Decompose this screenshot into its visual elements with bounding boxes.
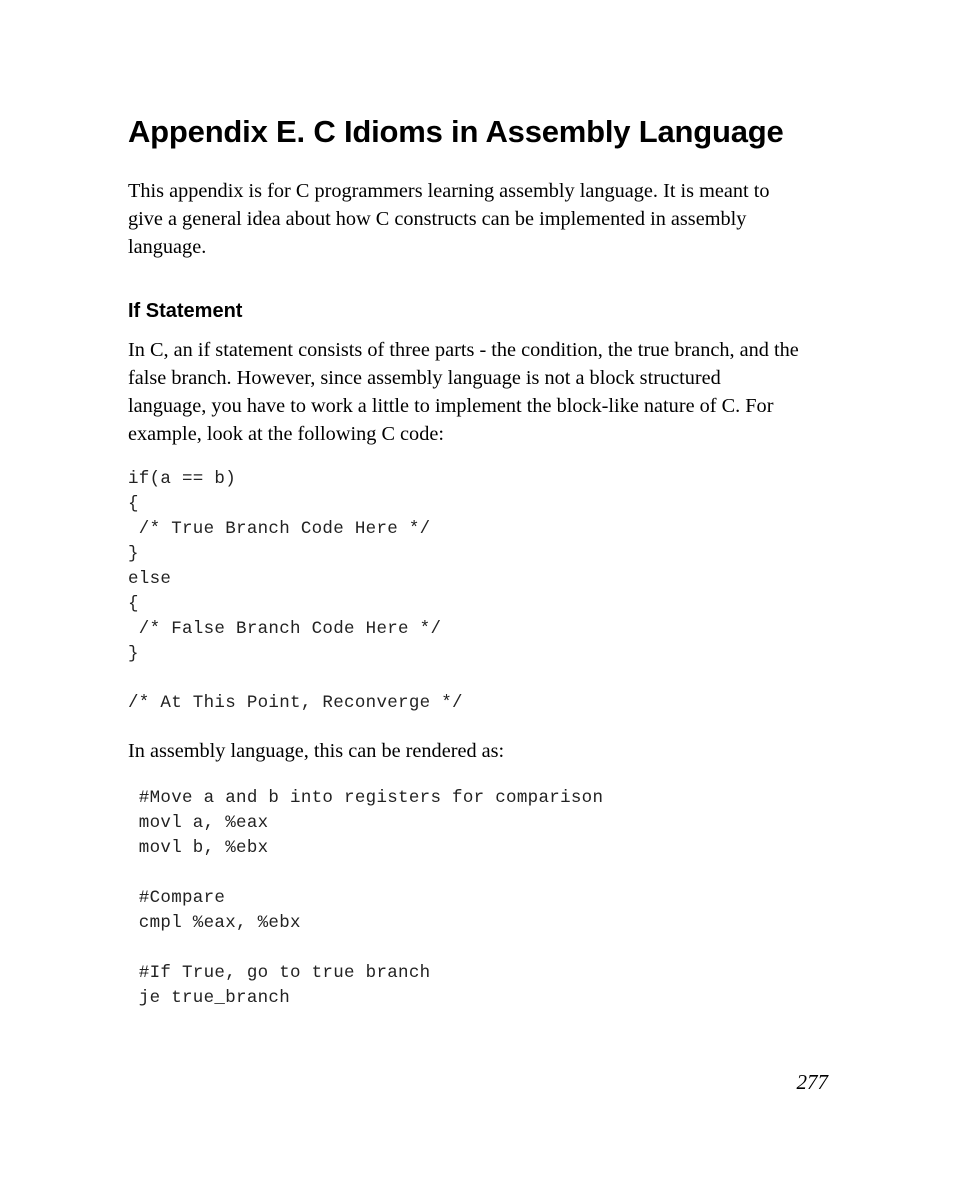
intro-line: language. [128, 236, 207, 258]
if-statement-paragraph [128, 336, 830, 448]
code-line: { [128, 494, 139, 514]
code-line: je true_branch [128, 988, 291, 1008]
code-line: #Move a and b into registers for comparison [128, 788, 604, 808]
page-title: Appendix E. C Idioms in Assembly Language [128, 114, 784, 149]
code-line: cmpl %eax, %ebx [128, 913, 301, 933]
code-line: } [128, 644, 139, 664]
c-code-reconverge [128, 691, 463, 716]
section-heading-if-statement: If Statement [128, 300, 243, 322]
assembly-code-block [128, 786, 603, 1011]
code-line: } [128, 544, 139, 564]
c-code-block [128, 467, 441, 667]
code-line: movl a, %eax [128, 813, 269, 833]
code-line: /* At This Point, Reconverge */ [128, 693, 463, 713]
intro-line: This appendix is for C programmers learning assembly language. It is meant to [128, 180, 770, 202]
paragraph-line: In C, an if statement consists of three parts - the condition, the true branch, and the [128, 339, 799, 361]
code-line: /* False Branch Code Here */ [128, 619, 442, 639]
paragraph-line: false branch. However, since assembly language is not a block structured [128, 367, 721, 389]
code-line: if(a == b) [128, 469, 237, 489]
intro-paragraph [128, 177, 830, 261]
code-line [128, 936, 603, 961]
code-line: { [128, 594, 139, 614]
code-line [128, 861, 603, 886]
code-line: movl b, %ebx [128, 838, 269, 858]
paragraph-line: In assembly language, this can be rendered as: [128, 740, 505, 762]
intro-line: give a general idea about how C constructs can be implemented in assembly [128, 208, 747, 230]
code-line: /* True Branch Code Here */ [128, 519, 431, 539]
code-line: #Compare [128, 888, 226, 908]
page-number: 277 [796, 1070, 828, 1094]
code-line: else [128, 569, 172, 589]
paragraph-line: language, you have to work a little to implement the block-like nature of C. For [128, 395, 774, 417]
code-line: #If True, go to true branch [128, 963, 431, 983]
paragraph-line: example, look at the following C code: [128, 423, 444, 445]
render-paragraph [128, 737, 830, 765]
